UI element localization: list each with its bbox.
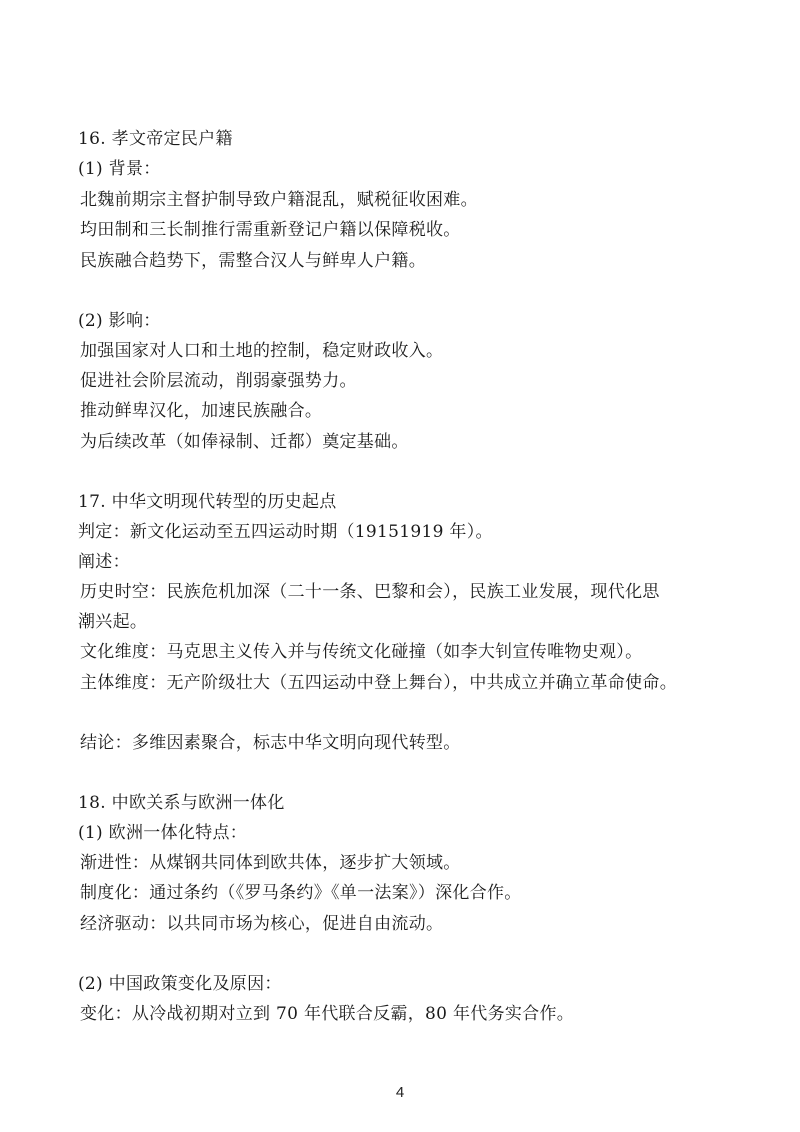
section-16-impact-item-1: 加强国家对人口和土地的控制，稳定财政收入。	[80, 341, 444, 361]
section-16-background-item-3: 民族融合趋势下，需整合汉人与鲜卑人户籍。	[80, 251, 426, 271]
section-18-policy-label: (2) 中国政策变化及原因：	[78, 974, 282, 994]
section-16-impact-item-2: 促进社会阶层流动，削弱豪强势力。	[80, 371, 357, 391]
section-16-impact-item-4: 为后续改革（如俸禄制、迁都）奠定基础。	[80, 432, 409, 452]
section-16-background-item-2: 均田制和三长制推行需重新登记户籍以保障税收。	[80, 220, 461, 240]
page-number: 4	[395, 1084, 405, 1101]
section-16-impact-item-3: 推动鲜卑汉化，加速民族融合。	[80, 401, 323, 421]
section-18-features-item-2: 制度化：通过条约（《罗马条约》《单一法案》）深化合作。	[80, 883, 522, 903]
section-17-item-1-continued: 潮兴起。	[78, 612, 148, 632]
section-18-features-item-3: 经济驱动：以共同市场为核心，促进自由流动。	[80, 914, 444, 934]
section-16-background-item-1: 北魏前期宗主督护制导致户籍混乱，赋税征收困难。	[80, 190, 478, 210]
section-18-features-item-1: 渐进性：从煤钢共同体到欧共体，逐步扩大领域。	[80, 853, 461, 873]
section-16-impact-label: (2) 影响：	[78, 311, 161, 331]
section-17-item-2: 文化维度：马克思主义传入并与传统文化碰撞（如李大钊宣传唯物史观）。	[80, 642, 643, 662]
section-17-heading: 17. 中华文明现代转型的历史起点	[78, 492, 337, 512]
section-17-judgement: 判定：新文化运动至五四运动时期（19151919 年）。	[78, 522, 493, 542]
section-18-policy-item-1: 变化：从冷战初期对立到 70 年代联合反霸，80 年代务实合作。	[80, 1004, 575, 1024]
section-17-conclusion: 结论：多维因素聚合，标志中华文明向现代转型。	[80, 733, 461, 753]
section-16-background-label: (1) 背景：	[78, 159, 161, 179]
section-18-features-label: (1) 欧洲一体化特点：	[78, 823, 248, 843]
section-17-elaboration-label: 阐述：	[78, 552, 130, 572]
section-18-heading: 18. 中欧关系与欧洲一体化	[78, 793, 285, 813]
section-17-item-3: 主体维度：无产阶级壮大（五四运动中登上舞台），中共成立并确立革命使命。	[80, 673, 677, 693]
section-16-heading: 16. 孝文帝定民户籍	[78, 129, 233, 149]
section-17-item-1: 历史时空：民族危机加深（二十一条、巴黎和会），民族工业发展，现代化思	[80, 582, 660, 602]
